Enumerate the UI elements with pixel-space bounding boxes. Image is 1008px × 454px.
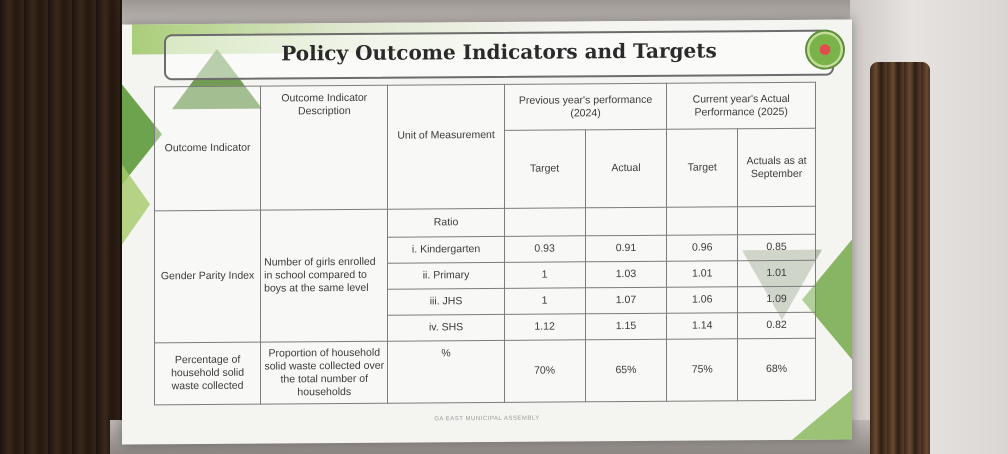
right-curtain <box>870 62 930 454</box>
gpi-prev-target: 1.12 <box>504 314 585 341</box>
header-description: Outcome Indicator Description <box>261 85 388 210</box>
gpi-prev-actual: 0.91 <box>585 235 667 262</box>
gpi-unit-ratio: Ratio <box>388 208 504 237</box>
empty-cell <box>504 208 585 237</box>
header-previous-year: Previous year's performance (2024) <box>504 83 667 130</box>
waste-cur-target: 75% <box>667 339 738 401</box>
left-curtain <box>0 0 122 454</box>
gpi-prev-actual: 1.15 <box>585 313 667 340</box>
gpi-prev-target: 1 <box>504 288 585 315</box>
header-cur-target: Target <box>667 129 738 207</box>
gpi-prev-actual: 1.07 <box>585 287 667 314</box>
gpi-indicator: Gender Parity Index <box>155 210 261 343</box>
gpi-cur-actual: 1.09 <box>738 286 816 313</box>
gpi-prev-actual: 1.03 <box>585 261 667 288</box>
empty-cell <box>738 206 816 235</box>
gpi-prev-target: 1 <box>504 262 585 289</box>
gpi-unit: iii. JHS <box>388 288 504 315</box>
waste-unit: % <box>388 340 504 403</box>
title-frame <box>164 30 834 81</box>
header-current-year: Current year's Actual Performance (2025) <box>667 82 816 129</box>
assembly-logo-icon <box>805 30 845 70</box>
slide-title: Policy Outcome Indicators and Targets <box>281 38 717 66</box>
header-outcome-indicator: Outcome Indicator <box>155 86 261 211</box>
slide-footer: GA EAST MUNICIPAL ASSEMBLY <box>434 415 540 423</box>
header-unit: Unit of Measurement <box>388 84 504 209</box>
header-prev-actual: Actual <box>585 129 667 208</box>
indicators-table <box>154 82 816 406</box>
waste-description: Proportion of household solid waste collected over the total number of households <box>261 341 388 404</box>
gpi-cur-target: 1.01 <box>667 261 738 287</box>
projected-slide <box>122 19 852 444</box>
waste-cur-actual: 68% <box>738 338 816 401</box>
decor-triangle <box>122 164 150 244</box>
gpi-cur-actual: 1.01 <box>738 260 816 287</box>
gpi-cur-target: 1.14 <box>667 313 738 339</box>
gpi-cur-target: 0.96 <box>667 235 738 261</box>
gpi-description: Number of girls enrolled in school compared to boys at the same level <box>261 209 388 342</box>
gpi-prev-target: 0.93 <box>504 236 585 263</box>
empty-cell <box>585 207 667 236</box>
gpi-cur-actual: 0.85 <box>738 234 816 261</box>
header-cur-actuals: Actuals as at September <box>738 128 816 207</box>
gpi-unit: i. Kindergarten <box>388 236 504 263</box>
gpi-unit: ii. Primary <box>388 262 504 289</box>
table-row <box>155 338 816 405</box>
waste-prev-target: 70% <box>504 340 585 403</box>
gpi-cur-target: 1.06 <box>667 287 738 313</box>
gpi-unit: iv. SHS <box>388 314 504 341</box>
gpi-cur-actual: 0.82 <box>738 312 816 339</box>
empty-cell <box>667 207 738 235</box>
waste-prev-actual: 65% <box>585 339 667 402</box>
waste-indicator: Percentage of household solid waste collected <box>155 342 261 405</box>
header-prev-target: Target <box>504 130 585 209</box>
